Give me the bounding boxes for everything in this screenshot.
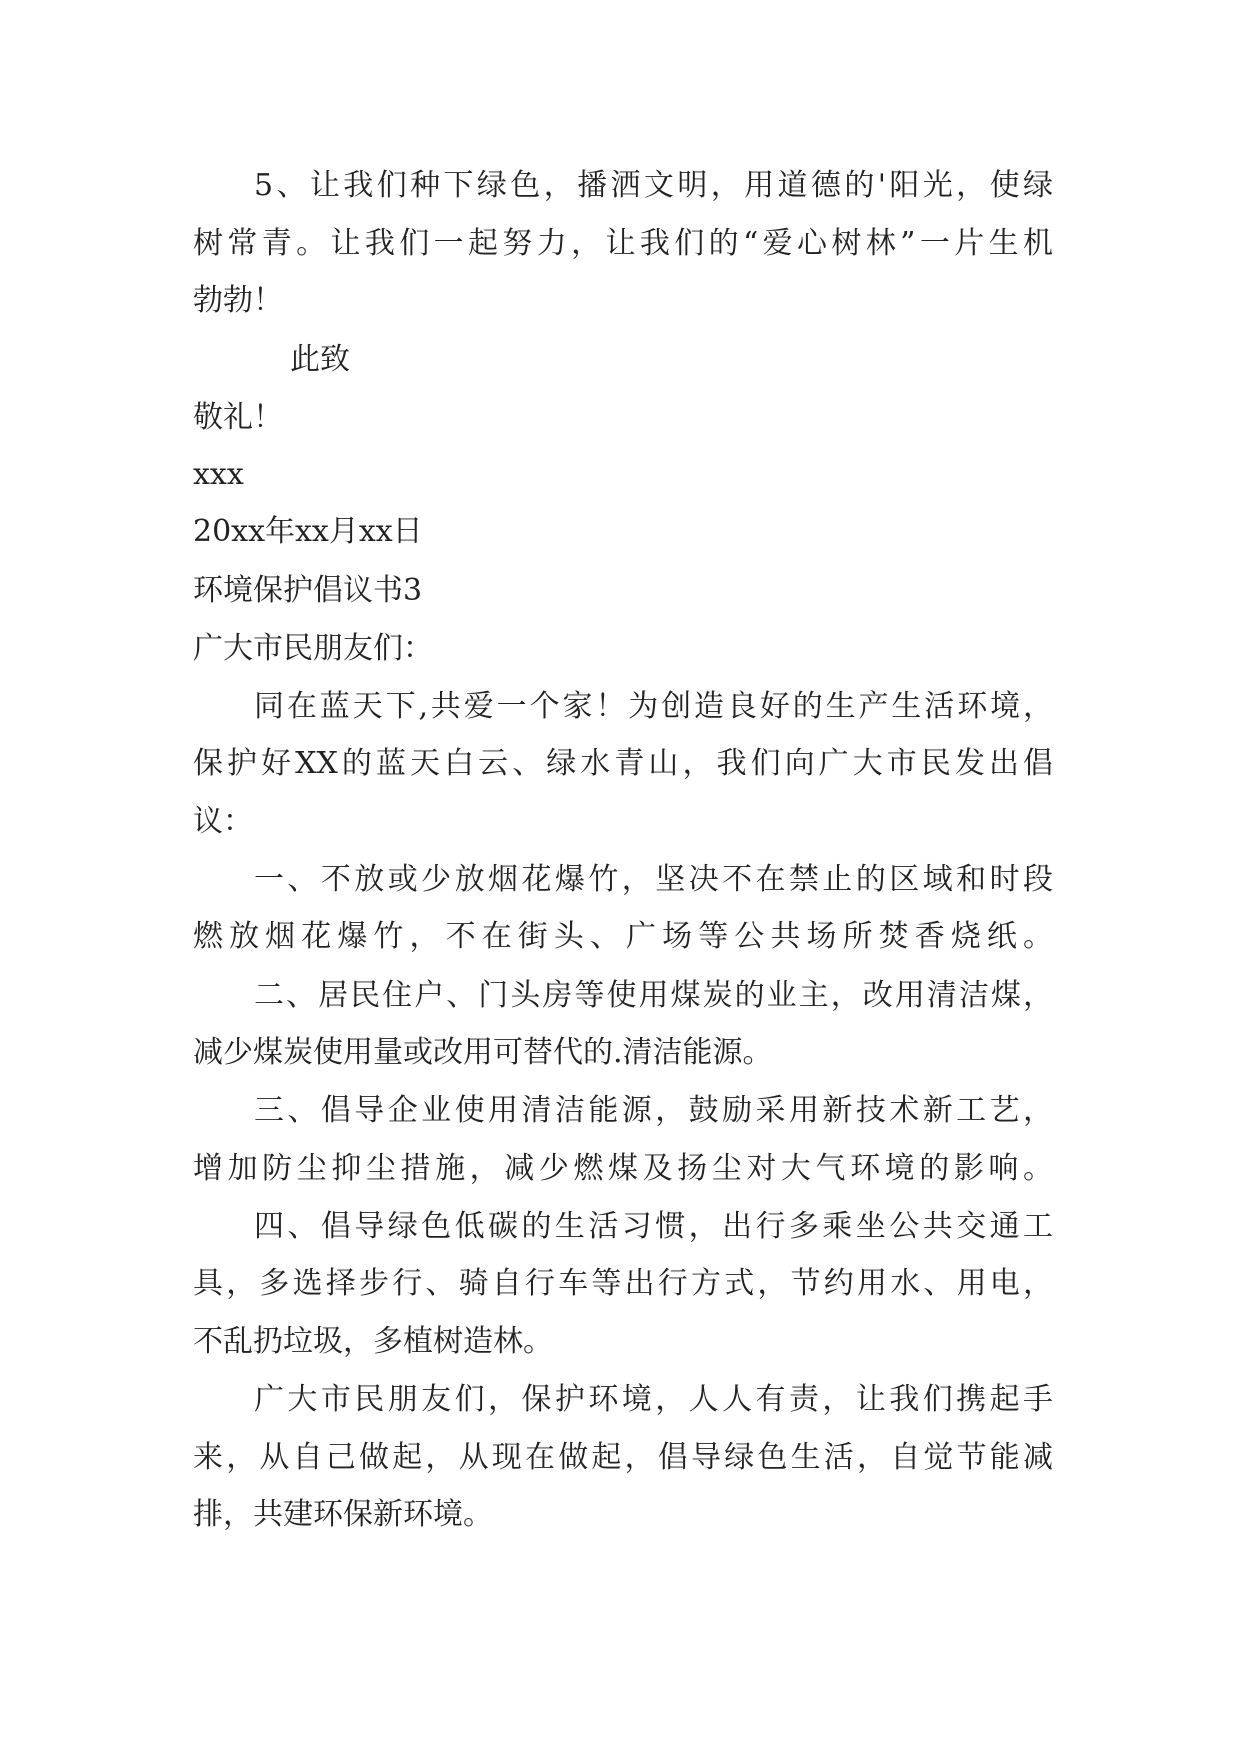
paragraph-line: 具，多选择步行、骑自行车等出行方式，节约用水、用电， — [193, 1266, 1053, 1301]
paragraph-line: 四、倡导绿色低碳的生活习惯，出行多乘坐公共交通工 — [254, 1209, 1053, 1244]
paragraph-line: 同在蓝天下,共爱一个家！为创造良好的生产生活环境， — [254, 689, 1053, 724]
paragraph-line: 议： — [193, 804, 253, 839]
paragraph-line: 不乱扔垃圾，多植树造林。 — [193, 1324, 553, 1359]
section-title: 环境保护倡议书3 — [193, 573, 423, 608]
paragraph-line: 一、不放或少放烟花爆竹，坚决不在禁止的区域和时段 — [254, 862, 1053, 897]
paragraph-line: 树常青。让我们一起努力，让我们的“爱心树林”一片生机 — [193, 226, 1053, 261]
paragraph-line: 燃放烟花爆竹，不在街头、广场等公共场所焚香烧纸。 — [193, 919, 1053, 954]
greeting: 广大市民朋友们： — [193, 631, 433, 666]
paragraph-line: 勃勃！ — [193, 283, 283, 318]
closing-salutation: 此致 — [290, 342, 350, 377]
paragraph-line: 二、居民住户、门头房等使用煤炭的业主，改用清洁煤， — [254, 978, 1053, 1013]
signature: xxx — [193, 457, 244, 492]
paragraph-line: 广大市民朋友们，保护环境，人人有责，让我们携起手 — [254, 1382, 1053, 1417]
paragraph-line: 增加防尘抑尘措施，减少燃煤及扬尘对大气环境的影响。 — [193, 1151, 1053, 1186]
paragraph-line: 5、让我们种下绿色，播洒文明，用道德的'阳光，使绿 — [254, 168, 1053, 203]
paragraph-line: 排，共建环保新环境。 — [193, 1497, 493, 1532]
closing-respect: 敬礼！ — [193, 400, 283, 435]
date-line: 20xx年xx月xx日 — [193, 514, 423, 549]
paragraph-line: 减少煤炭使用量或改用可替代的.清洁能源。 — [193, 1035, 773, 1070]
paragraph-line: 来，从自己做起，从现在做起，倡导绿色生活，自觉节能减 — [193, 1440, 1053, 1475]
paragraph-line: 保护好XX的蓝天白云、绿水青山，我们向广大市民发出倡 — [193, 746, 1053, 781]
paragraph-line: 三、倡导企业使用清洁能源，鼓励采用新技术新工艺， — [254, 1093, 1053, 1128]
